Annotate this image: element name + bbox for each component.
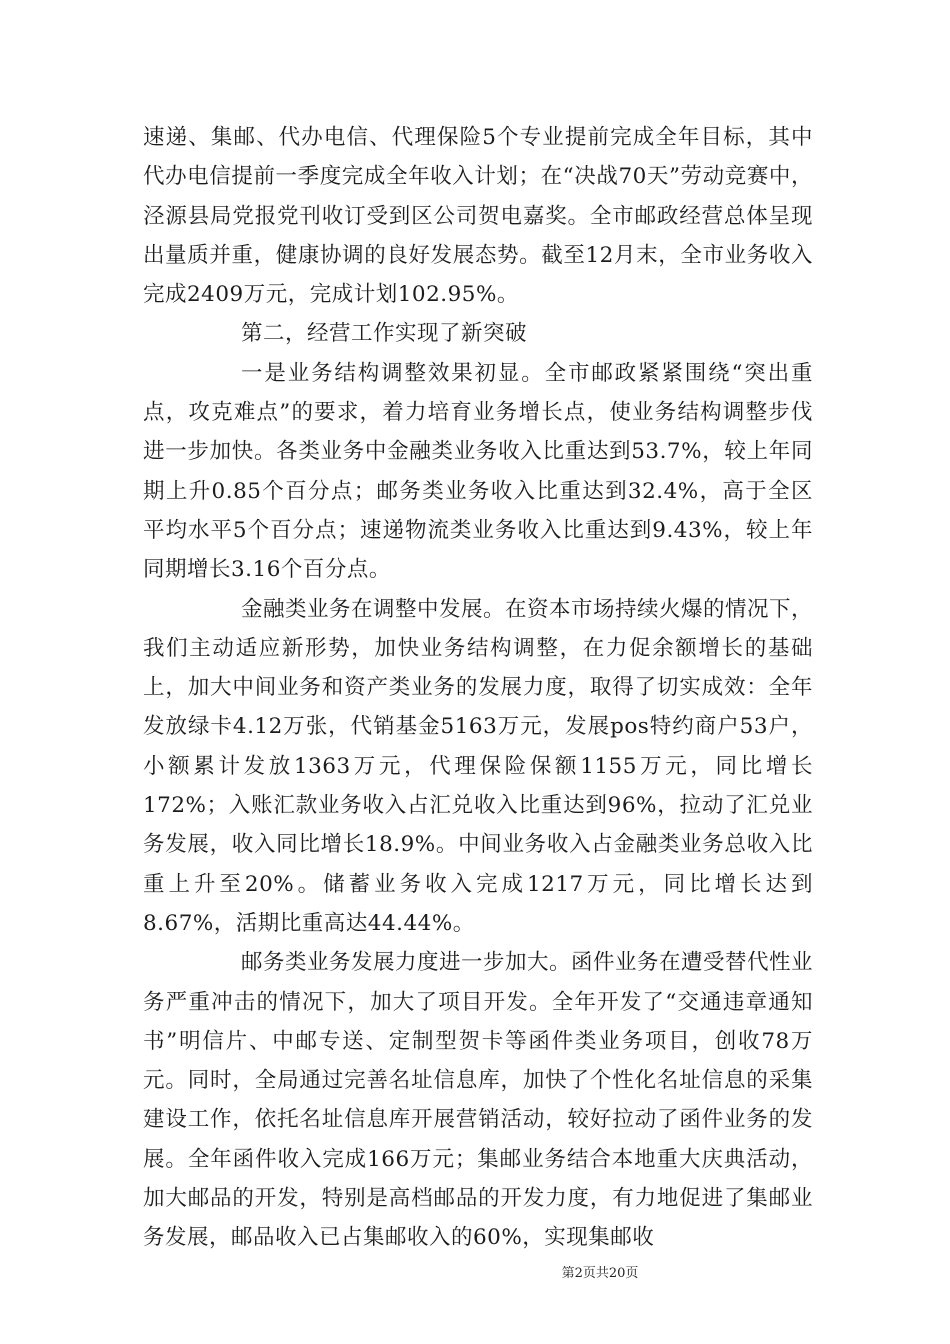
page-number: 第2页共20页 [561,1266,639,1281]
paragraph-finance-business: 金融类业务在调整中发展。在资本市场持续火爆的情况下，我们主动适应新形势，加快业务结构调整，在力促余额增长的基础上，加大中间业务和资产类业务的发展力度，取得了切实成效：全年发放绿卡4.12万张，代销基金5163万元，发展pos特约商户53户，小额累计发放1363万元，代理保险保额1155万元，同比增长172%；入账汇款业务收入占汇兑收入比重达到96%，拉动了汇兑业务发展，收入同比增长18.9%。中间业务收入占金融类业务总收入比重上升至20%。储蓄业务收入完成1217万元，同比增长达到8.67%，活期比重高达44.44%。 [143,596,814,936]
paragraph-postal-business: 邮务类业务发展力度进一步加大。函件业务在遭受替代性业务严重冲击的情况下，加大了项目开发。全年开发了“交通违章通知书”明信片、中邮专送、定制型贺卡等函件类业务项目，创收78万元。同时，全局通过完善名址信息库，加快了个性化名址信息的采集建设工作，依托名址信息库开展营销活动，较好拉动了函件业务的发展。全年函件收入完成166万元；集邮业务结合本地重大庆典活动，加大邮品的开发，特别是高档邮品的开发力度，有力地促进了集邮业务发展，邮品收入已占集邮收入的60%，实现集邮收 [143,950,814,1251]
paragraph-business-structure: 一是业务结构调整效果初显。全市邮政紧紧围绕“突出重点，攻克难点”的要求，着力培育业务增长点，使业务结构调整步伐进一步加快。各类业务中金融类业务收入比重达到53.7%，较上年同期上升0.85个百分点；邮务类业务收入比重达到32.4%，高于全区平均水平5个百分点；速递物流类业务收入比重达到9.43%，较上年同期增长3.16个百分点。 [143,360,813,583]
section-heading: 第二，经营工作实现了新突破 [241,321,528,347]
paragraph-continuation: 速递、集邮、代办电信、代理保险5个专业提前完成全年目标，其中代办电信提前一季度完成全年收入计划；在“决战70天”劳动竞赛中，泾源县局党报党刊收订受到区公司贺电嘉奖。全市邮政经营总体呈现出量质并重，健康协调的良好发展态势。截至12月末，全市业务收入完成2409万元，完成计划102.95%。 [143,125,814,308]
document-body [143,118,813,1258]
